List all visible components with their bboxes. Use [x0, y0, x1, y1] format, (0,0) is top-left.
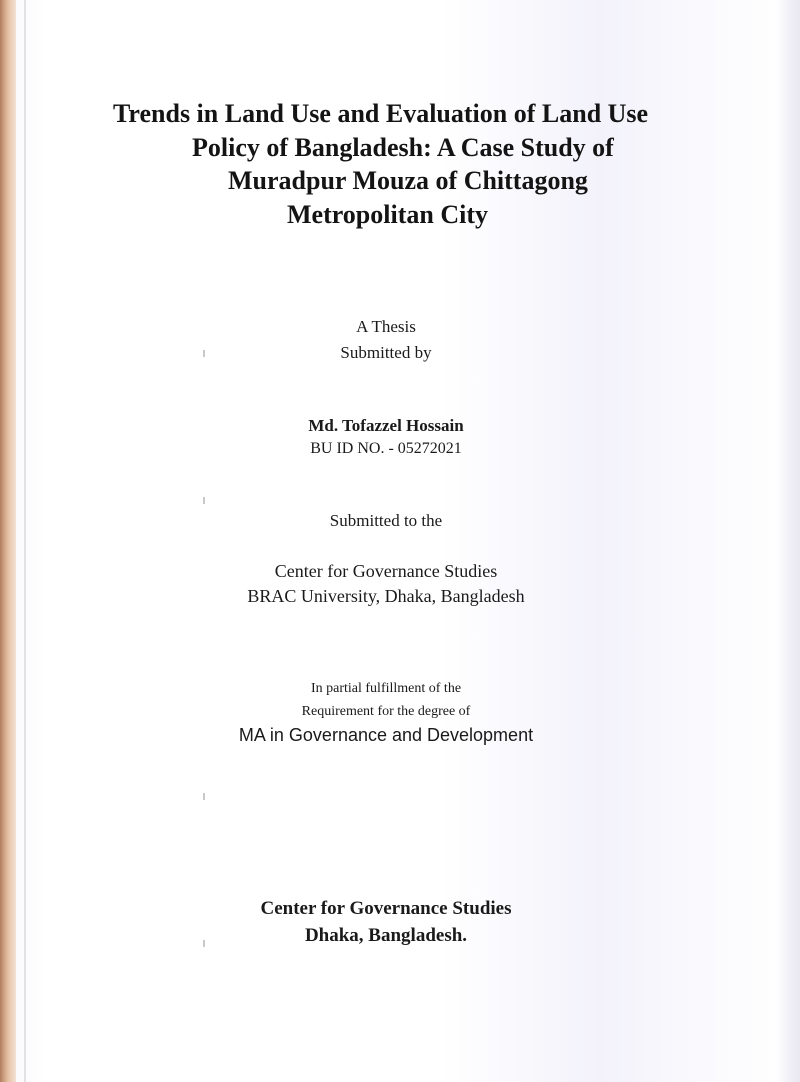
thesis-title-line-4: Metropolitan City	[287, 200, 488, 229]
scan-speck	[203, 793, 205, 800]
author-name: Md. Tofazzel Hossain	[308, 416, 464, 435]
thesis-title-line-2: Policy of Bangladesh: A Case Study of	[192, 133, 614, 162]
footer-center: Center for Governance Studies	[260, 898, 512, 919]
recipient-center: Center for Governance Studies	[274, 561, 498, 581]
fulfillment-line: In partial fulfillment of the	[310, 681, 462, 696]
submitted-to-label: Submitted to the	[329, 511, 443, 530]
recipient-university: BRAC University, Dhaka, Bangladesh	[247, 586, 525, 606]
submitted-by-label: Submitted by	[340, 343, 432, 362]
degree-name: MA in Governance and Development	[238, 725, 534, 745]
page-binding-edge	[0, 0, 16, 1082]
requirement-line: Requirement for the degree of	[301, 704, 471, 719]
scan-speck	[203, 350, 205, 357]
footer-city: Dhaka, Bangladesh.	[304, 925, 468, 946]
binding-crease	[24, 0, 26, 1082]
thesis-title-line-3: Muradpur Mouza of Chittagong	[228, 166, 588, 195]
page-right-edge-shadow	[775, 0, 800, 1082]
thesis-title-line-1: Trends in Land Use and Evaluation of Land Use	[113, 99, 649, 128]
author-id: BU ID NO. - 05272021	[310, 440, 462, 457]
scan-speck	[203, 497, 205, 504]
thesis-label: A Thesis	[356, 317, 416, 336]
